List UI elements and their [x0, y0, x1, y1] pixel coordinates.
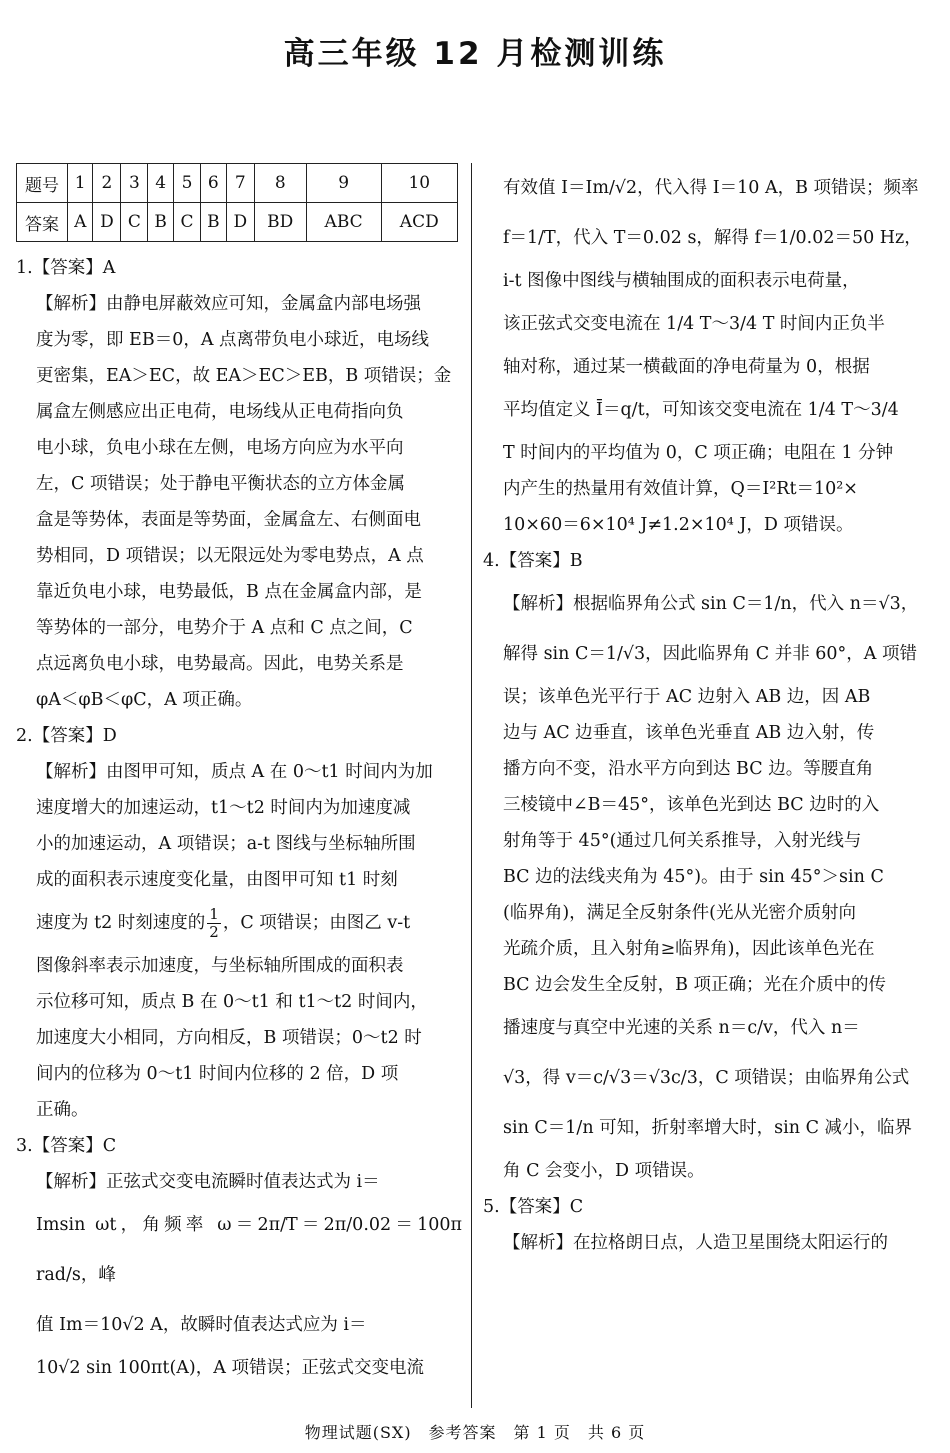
q2-line: 图像斜率表示加速度，与坐标轴所围成的面积表 [36, 956, 404, 976]
q3-line: i-t 图像中图线与横轴围成的面积表示电荷量， [503, 271, 860, 291]
q2-line: 示位移可知，质点 B 在 0～t1 和 t1～t2 时间内， [36, 992, 428, 1012]
table-cell: 8 [254, 164, 306, 203]
fraction-numerator: 1 [209, 905, 219, 923]
q3-line: Imsin ωt，角频率 ω＝2π/T＝2π/0.02＝100π rad/s，峰 [36, 1215, 462, 1285]
q4-heading: 4.【答案】B [483, 551, 583, 571]
table-header-cell: 答案 [17, 203, 68, 242]
table-cell: BD [254, 203, 306, 242]
table-cell: 10 [381, 164, 457, 203]
table-row-answers [17, 203, 458, 242]
table-cell: 7 [226, 164, 254, 203]
q4-line: 角 C 会变小，D 项错误。 [503, 1161, 705, 1181]
table-cell: 4 [148, 164, 174, 203]
q3-line: 10×60＝6×10⁴ J≠1.2×10⁴ J，D 项错误。 [503, 515, 854, 535]
q4-body [483, 579, 929, 1189]
q1-heading: 1.【答案】A [16, 258, 116, 278]
q2-line: 速度增大的加速运动，t1～t2 时间内为加速度减 [36, 798, 411, 818]
q3-line: 内产生的热量用有效值计算，Q＝I²Rt＝10²× [503, 479, 858, 499]
q4-line: 误；该单色光平行于 AC 边射入 AB 边，因 AB [503, 687, 871, 707]
q3-line: 轴对称，通过某一横截面的净电荷量为 0，根据 [503, 357, 870, 377]
q4-line: 解得 sin C＝1/√3，因此临界角 C 并非 60°，A 项错 [503, 644, 917, 664]
q1-line: 更密集，EA＞EC，故 EA＞EC＞EB，B 项错误；金 [36, 366, 452, 386]
q1-line: 左，C 项错误；处于静电平衡状态的立方体金属 [36, 474, 405, 494]
q2-line: 加速度大小相同，方向相反，B 项错误；0～t2 时 [36, 1028, 422, 1048]
q4-line: 射角等于 45°(通过几何关系推导，入射光线与 [503, 831, 862, 851]
q4-line: (临界角)，满足全反射条件(光从光密介质射向 [503, 903, 856, 923]
q4-line: 播速度与真空中光速的关系 n＝c/v，代入 n＝ [503, 1018, 860, 1038]
q4-line: BC 边的法线夹角为 45°)。由于 sin 45°＞sin C [503, 867, 884, 887]
q2-body [16, 754, 462, 1128]
q4-line: sin C＝1/n 可知，折射率增大时，sin C 减小，临界 [503, 1118, 913, 1138]
table-cell: D [93, 203, 121, 242]
table-cell: ABC [306, 203, 381, 242]
q4-line: BC 边会发生全反射，B 项正确；光在介质中的传 [503, 975, 887, 995]
q1-line: 等势体的一部分，电势介于 A 点和 C 点之间，C [36, 618, 413, 638]
q3-continued [483, 163, 929, 543]
q3-line: 该正弦式交变电流在 1/4 T～3/4 T 时间内正负半 [503, 314, 885, 334]
q4-line: 边与 AC 边垂直，该单色光垂直 AB 边入射，传 [503, 723, 875, 743]
table-cell: 3 [121, 164, 148, 203]
left-column [16, 163, 462, 1386]
table-cell: B [200, 203, 226, 242]
q1-line: 度为零，即 EB＝0，A 点离带负电小球近，电场线 [36, 330, 430, 350]
q2-frac-post: ，C 项错误；由图乙 v-t [222, 913, 411, 933]
q1-line: 点远离负电小球，电势最高。因此，电势关系是 [36, 654, 404, 674]
q3-line: 【解析】正弦式交变电流瞬时值表达式为 i＝ [36, 1172, 380, 1192]
q4-line: 光疏介质，且入射角≥临界角)，因此该单色光在 [503, 939, 875, 959]
page-title: 高三年级 12 月检测训练 [283, 36, 667, 72]
q3-line: 有效值 I＝Im/√2，代入得 I＝10 A，B 项错误；频率 [503, 178, 919, 198]
table-cell: 9 [306, 164, 381, 203]
q3-line: T 时间内的平均值为 0，C 项正确；电阻在 1 分钟 [503, 443, 894, 463]
table-header-cell: 题号 [17, 164, 68, 203]
q3-line: f＝1/T，代入 T＝0.02 s，解得 f＝1/0.02＝50 Hz， [503, 228, 922, 248]
q1-line: 【解析】由静电屏蔽效应可知，金属盒内部电场强 [36, 294, 421, 314]
table-cell: 1 [68, 164, 93, 203]
q2-line: 间内的位移为 0～t1 时间内位移的 2 倍，D 项 [36, 1064, 399, 1084]
q5-heading: 5.【答案】C [483, 1197, 584, 1217]
q3-line: 值 Im＝10√2 A，故瞬时值表达式应为 i＝ [36, 1315, 367, 1335]
q1-line: 盒是等势体，表面是等势面，金属盒左、右侧面电 [36, 510, 421, 530]
answer-table [16, 163, 458, 242]
q1-line: 电小球，负电小球在左侧，电场方向应为水平向 [36, 438, 404, 458]
q2-line: 正确。 [36, 1100, 89, 1120]
q2-line: 小的加速运动，A 项错误；a-t 图线与坐标轴所围 [36, 834, 416, 854]
q4-line: 【解析】根据临界角公式 sin C＝1/n，代入 n＝√3， [503, 594, 919, 614]
q5-body [483, 1225, 929, 1261]
table-cell: D [226, 203, 254, 242]
table-row-numbers [17, 164, 458, 203]
q2-line: 成的面积表示速度变化量，由图甲可知 t1 时刻 [36, 870, 398, 890]
q3-line: 平均值定义 Ī＝q/t，可知该交变电流在 1/4 T～3/4 [503, 400, 899, 420]
q5-line: 【解析】在拉格朗日点，人造卫星围绕太阳运行的 [503, 1233, 888, 1253]
q2-fraction-line [36, 898, 462, 948]
table-cell: A [68, 203, 93, 242]
q2-line: 【解析】由图甲可知，质点 A 在 0～t1 时间内为加 [36, 762, 433, 782]
q3-body [16, 1164, 462, 1386]
q2-frac-pre: 速度为 t2 时刻速度的 [36, 913, 206, 933]
q3-heading: 3.【答案】C [16, 1136, 117, 1156]
q1-line: 靠近负电小球，电势最低，B 点在金属盒内部，是 [36, 582, 422, 602]
table-cell: 5 [174, 164, 201, 203]
fraction-denominator: 2 [209, 923, 219, 941]
q2-heading: 2.【答案】D [16, 726, 117, 746]
column-divider [471, 163, 472, 1408]
page-footer: 物理试题(SX) 参考答案 第 1 页 共 6 页 [304, 1423, 646, 1442]
q1-line: φA＜φB＜φC，A 项正确。 [36, 690, 253, 710]
q4-line: √3，得 v＝c/√3＝√3c/3，C 项错误；由临界角公式 [503, 1068, 910, 1088]
q1-body [16, 286, 462, 718]
q1-line: 势相同，D 项错误；以无限远处为零电势点，A 点 [36, 546, 424, 566]
right-column [483, 163, 929, 1261]
fraction [207, 906, 221, 941]
table-cell: C [174, 203, 201, 242]
table-cell: B [148, 203, 174, 242]
table-cell: 2 [93, 164, 121, 203]
q4-line: 播方向不变，沿水平方向到达 BC 边。等腰直角 [503, 759, 874, 779]
table-cell: C [121, 203, 148, 242]
q3-line: 10√2 sin 100πt(A)，A 项错误；正弦式交变电流 [36, 1358, 424, 1378]
q4-line: 三棱镜中∠B＝45°，该单色光到达 BC 边时的入 [503, 795, 880, 815]
q1-line: 属盒左侧感应出正电荷，电场线从正电荷指向负 [36, 402, 404, 422]
table-cell: ACD [381, 203, 457, 242]
table-cell: 6 [200, 164, 226, 203]
